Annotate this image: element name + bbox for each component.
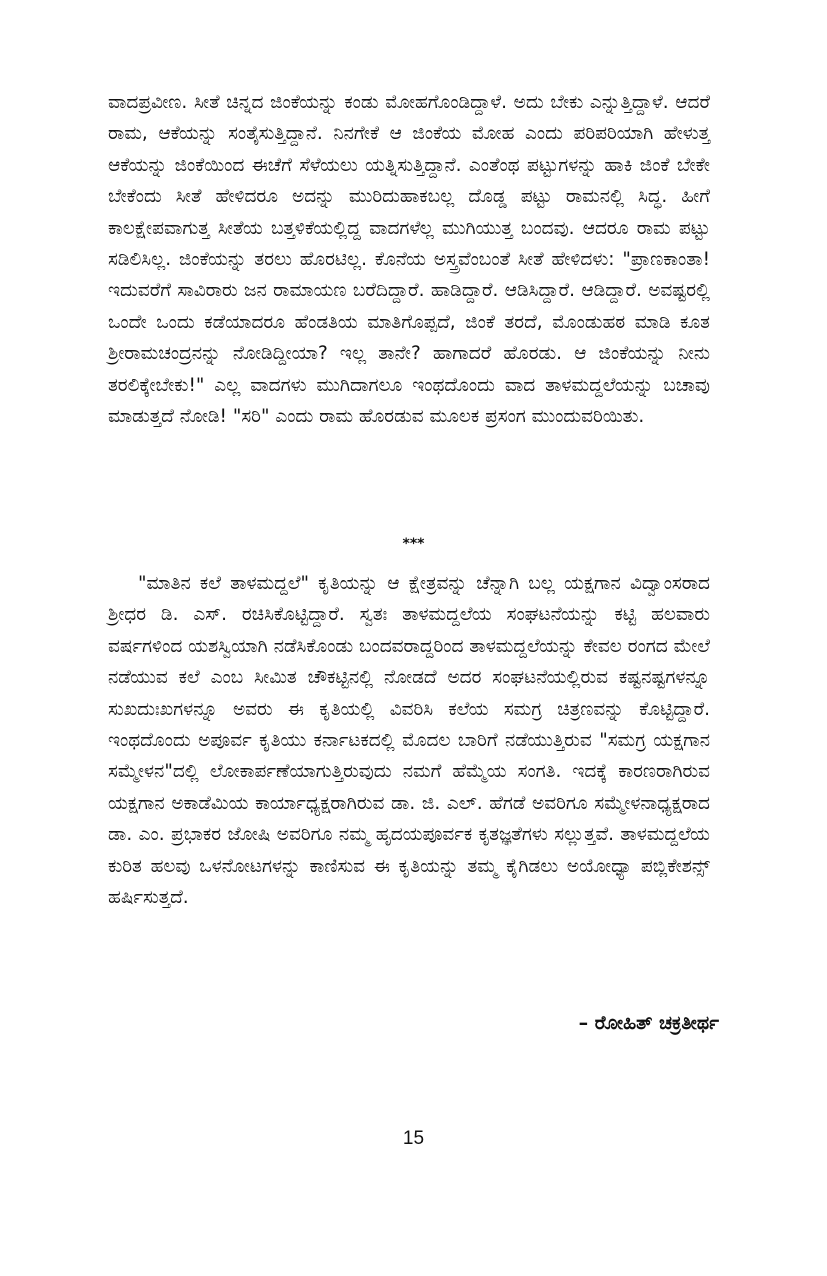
body-paragraph-1: ವಾದಪ್ರವೀಣ. ಸೀತೆ ಚಿನ್ನದ ಜಿಂಕೆಯನ್ನು ಕಂಡು ಮೋಹಗೊಂಡಿದ್ದಾಳೆ. ಅದು ಬೇಕು ಎನ್ನುತ್ತಿದ್ದಾಳೆ. ಆದರೆ ರಾಮ, ಆಕೆಯನ್ನು ಸಂತೈಸುತ್ತಿದ್ದಾನೆ. ನಿನಗೇಕೆ ಆ ಜಿಂಕೆಯ ಮೋಹ ಎಂದು ಪರಿಪರಿಯಾಗಿ ಹೇಳುತ್ತ ಆಕೆಯನ್ನು ಜಿಂಕೆಯಿಂದ ಈಚೆಗೆ ಸೆಳೆಯಲು ಯತ್ನಿಸುತ್ತಿದ್ದಾನೆ. ಎಂತೆಂಥ ಪಟ್ಟುಗಳನ್ನು ಹಾಕಿ ಜಿಂಕೆ ಬೇಕೇ ಬೇಕೆಂದು ಸೀತೆ ಹೇಳಿದರೂ ಅದನ್ನು ಮುರಿದುಹಾಕಬಲ್ಲ ದೊಡ್ಡ ಪಟ್ಟು ರಾಮನಲ್ಲಿ ಸಿದ್ಧ. ಹೀಗೆ ಕಾಲಕ್ಷೇಪವಾಗುತ್ತ ಸೀತೆಯ ಬತ್ತಳಿಕೆಯಲ್ಲಿದ್ದ ವಾದಗಳೆಲ್ಲ ಮುಗಿಯುತ್ತ ಬಂದವು. ಆದರೂ ರಾಮ ಪಟ್ಟು ಸಡಿಲಿಸಿಲ್ಲ. ಜಿಂಕೆಯನ್ನು ತರಲು ಹೊರಟಿಲ್ಲ. ಕೊನೆಯ ಅಸ್ತ್ರವೆಂಬಂತೆ ಸೀತೆ ಹೇಳಿದಳು: "ಪ್ರಾಣಕಾಂತಾ! ಇದುವರೆಗೆ ಸಾವಿರಾರು ಜನ ರಾಮಾಯಣ ಬರೆದಿದ್ದಾರೆ. ಹಾಡಿದ್ದಾರೆ. ಆಡಿಸಿದ್ದಾರೆ. ಆಡಿದ್ದಾರೆ. ಅವಷ್ಟರಲ್ಲಿ ಒಂದೇ ಒಂದು ಕಡೆಯಾದರೂ ಹೆಂಡತಿಯ ಮಾತಿಗೊಪ್ಪದೆ, ಜಿಂಕೆ ತರದೆ, ಮೊಂಡುಹಠ ಮಾಡಿ ಕೂತ ಶ್ರೀರಾಮಚಂದ್ರನನ್ನು ನೋಡಿದ್ದೀಯಾ? ಇಲ್ಲ ತಾನೇ? ಹಾಗಾದರೆ ಹೊರಡು. ಆ ಜಿಂಕೆಯನ್ನು ನೀನು ತರಲಿಕ್ಕೇಬೇಕು!" ಎಲ್ಲ ವಾದಗಳು ಮುಗಿದಾಗಲೂ ಇಂಥದೊಂದು ವಾದ ತಾಳಮದ್ದಲೆಯನ್ನು ಬಚಾವು ಮಾಡುತ್ತದೆ ನೋಡಿ! "ಸರಿ" ಎಂದು ರಾಮ ಹೊರಡುವ ಮೂಲಕ ಪ್ರಸಂಗ ಮುಂದುವರಿಯಿತು. xyxy=(108,92,710,428)
body-paragraph-2: "ಮಾತಿನ ಕಲೆ ತಾಳಮದ್ದಲೆ" ಕೃತಿಯನ್ನು ಆ ಕ್ಷೇತ್ರವನ್ನು ಚೆನ್ನಾಗಿ ಬಲ್ಲ ಯಕ್ಷಗಾನ ವಿದ್ವಾಂಸರಾದ ಶ್ರೀಧರ ಡಿ. ಎಸ್. ರಚಿಸಿಕೊಟ್ಟಿದ್ದಾರೆ. ಸ್ವತಃ ತಾಳಮದ್ದಲೆಯ ಸಂಘಟನೆಯನ್ನು ಕಟ್ಟಿ ಹಲವಾರು ವರ್ಷಗಳಿಂದ ಯಶಸ್ವಿಯಾಗಿ ನಡೆಸಿಕೊಂಡು ಬಂದವರಾದ್ದರಿಂದ ತಾಳಮದ್ದಲೆಯನ್ನು ಕೇವಲ ರಂಗದ ಮೇಲೆ ನಡೆಯುವ ಕಲೆ ಎಂಬ ಸೀಮಿತ ಚೌಕಟ್ಟಿನಲ್ಲಿ ನೋಡದೆ ಅದರ ಸಂಘಟನೆಯಲ್ಲಿರುವ ಕಷ್ಟನಷ್ಟಗಳನ್ನೂ ಸುಖದುಃಖಗಳನ್ನೂ ಅವರು ಈ ಕೃತಿಯಲ್ಲಿ ವಿವರಿಸಿ ಕಲೆಯ ಸಮಗ್ರ ಚಿತ್ರಣವನ್ನು ಕೊಟ್ಟಿದ್ದಾರೆ. ಇಂಥದೊಂದು ಅಪೂರ್ವ ಕೃತಿಯು ಕರ್ನಾಟಕದಲ್ಲಿ ಮೊದಲ ಬಾರಿಗೆ ನಡೆಯುತ್ತಿರುವ "ಸಮಗ್ರ ಯಕ್ಷಗಾನ ಸಮ್ಮೇಳನ"ದಲ್ಲಿ ಲೋಕಾರ್ಪಣೆಯಾಗುತ್ತಿರುವುದು ನಮಗೆ ಹೆಮ್ಮೆಯ ಸಂಗತಿ. ಇದಕ್ಕೆ ಕಾರಣರಾಗಿರುವ ಯಕ್ಷಗಾನ ಅಕಾಡೆಮಿಯ ಕಾರ್ಯಾಧ್ಯಕ್ಷರಾಗಿರುವ ಡಾ. ಜಿ. ಎಲ್. ಹೆಗಡೆ ಅವರಿಗೂ ಸಮ್ಮೇಳನಾಧ್ಯಕ್ಷರಾದ ಡಾ. ಎಂ. ಪ್ರಭಾಕರ ಜೋಷಿ ಅವರಿಗೂ ನಮ್ಮ ಹೃದಯಪೂರ್ವಕ ಕೃತಜ್ಞತೆಗಳು ಸಲ್ಲುತ್ತವೆ. ತಾಳಮದ್ದಲೆಯ ಕುರಿತ ಹಲವು ಒಳನೋಟಗಳನ್ನು ಕಾಣಿಸುವ ಈ ಕೃತಿಯನ್ನು ತಮ್ಮ ಕೈಗಿಡಲು ಅಯೋಧ್ಯಾ ಪಬ್ಲಿಕೇಶನ್ಸ್ ಹರ್ಷಿಸುತ್ತದೆ. xyxy=(108,573,710,909)
page-number: 15 xyxy=(402,1128,425,1149)
author-signature: – ರೋಹಿತ್ ಚಕ್ರತೀರ್ಥ xyxy=(578,1012,719,1034)
section-separator: *** xyxy=(402,536,425,552)
